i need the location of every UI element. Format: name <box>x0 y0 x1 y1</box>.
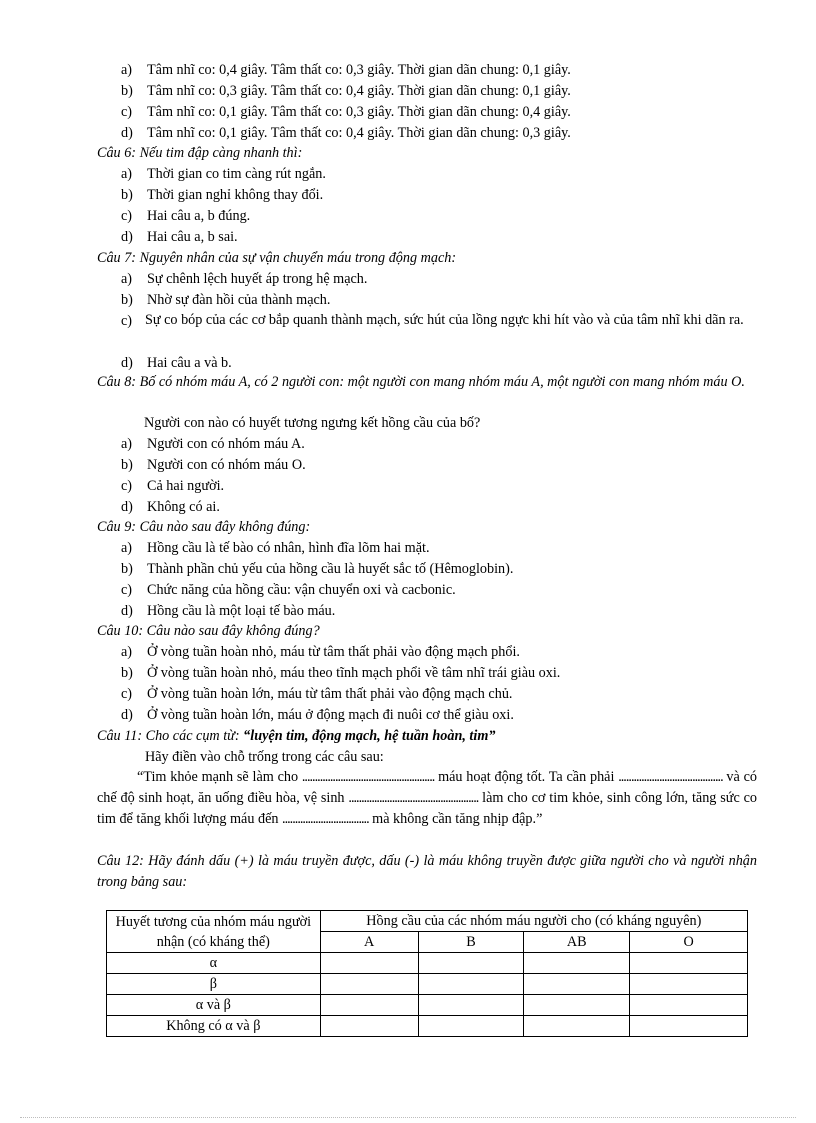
q6-option-a: a) Thời gian co tim càng rút ngắn. <box>121 166 326 182</box>
column-header-b: B <box>418 932 524 953</box>
q10-option-d: d) Ở vòng tuần hoàn lớn, máu ở động mạch đi nuôi cơ thể giàu oxi. <box>121 707 514 723</box>
q9-option-a: a) Hồng cầu là tế bào có nhân, hình đĩa lõm hai mặt. <box>121 540 430 556</box>
q5-option-b: b) Tâm nhĩ co: 0,3 giây. Tâm thất co: 0,4 giây. Thời gian dãn chung: 0,1 giây. <box>121 83 571 99</box>
q8-option-c: c) Cả hai người. <box>121 478 225 494</box>
table-header-row <box>107 911 748 932</box>
q12-title: Câu 12: Hãy đánh dấu (+) là máu truyền được, dấu (-) là máu không truyền được giữa người cho và người nhận trong bảng sau: <box>97 853 757 890</box>
q5-option-a: a) Tâm nhĩ co: 0,4 giây. Tâm thất co: 0,3 giây. Thời gian dãn chung: 0,1 giây. <box>121 62 571 78</box>
q8-option-a: a) Người con có nhóm máu A. <box>121 436 305 452</box>
column-header-o: O <box>630 932 748 953</box>
q8-title: Câu 8: Bố có nhóm máu A, có 2 người con: một người con mang nhóm máu A, một người con mang nhóm máu O. <box>97 374 745 390</box>
q7-option-c-text: Sự co bóp của các cơ bắp quanh thành mạch, sức hút của lồng ngực khi hít vào và của tâm nhĩ khi dãn ra. <box>145 312 744 328</box>
answer-cell[interactable] <box>418 974 524 995</box>
q11-fill-in-paragraph: “Tim khỏe mạnh sẽ làm cho .................................................... máu hoạt động tốt. Ta cần phải ......................................... và có chế độ sinh hoạt, ăn uống điều hòa, vệ sinh ................................................... làm cho cơ tim khỏe, sinh công lớn, tăng sức co tim để tăng khối lượng máu đến .................................. mà không cần tăng nhịp đập.” <box>97 769 758 827</box>
q7-option-b: b) Nhờ sự đàn hồi của thành mạch. <box>121 292 331 308</box>
corner-header: Huyết tương của nhóm máu người nhận (có kháng thể) <box>107 911 321 953</box>
answer-cell[interactable] <box>320 1016 418 1037</box>
answer-cell[interactable] <box>524 1016 630 1037</box>
q9-option-c: c) Chức năng của hồng cầu: vận chuyển oxi và cacbonic. <box>121 582 456 598</box>
row-header-alpha-and-beta: α và β <box>107 995 321 1016</box>
q11-title: Câu 11: Cho các cụm từ: “luyện tim, động mạch, hệ tuần hoàn, tim” <box>97 728 496 744</box>
column-header-a: A <box>320 932 418 953</box>
table-row <box>107 974 748 995</box>
q10-option-c: c) Ở vòng tuần hoàn lớn, máu từ tâm thất phải vào động mạch chủ. <box>121 686 513 702</box>
answer-cell[interactable] <box>320 974 418 995</box>
row-header-beta: β <box>107 974 321 995</box>
answer-cell[interactable] <box>630 995 748 1016</box>
donor-group-header: Hồng cầu của các nhóm máu người cho (có kháng nguyên) <box>320 911 747 932</box>
q6-option-c: c) Hai câu a, b đúng. <box>121 208 251 224</box>
q7-option-c-label: c) <box>121 313 133 329</box>
answer-cell[interactable] <box>630 1016 748 1037</box>
blank-3[interactable]: ................................................... <box>348 790 479 806</box>
table-row <box>107 1016 748 1037</box>
q6-option-d: d) Hai câu a, b sai. <box>121 229 238 245</box>
answer-cell[interactable] <box>418 953 524 974</box>
q10-option-b: b) Ở vòng tuần hoàn nhỏ, máu theo tĩnh mạch phổi về tâm nhĩ trái giàu oxi. <box>121 665 561 681</box>
q6-title: Câu 6: Nếu tim đập càng nhanh thì: <box>97 145 303 161</box>
q11-prompt: Hãy điền vào chỗ trống trong các câu sau: <box>145 749 384 765</box>
answer-cell[interactable] <box>630 974 748 995</box>
table-row <box>107 995 748 1016</box>
blank-4[interactable]: .................................. <box>282 811 369 827</box>
q5-option-d: d) Tâm nhĩ co: 0,1 giây. Tâm thất co: 0,4 giây. Thời gian dãn chung: 0,3 giây. <box>121 125 571 141</box>
table-row <box>107 953 748 974</box>
q6-option-b: b) Thời gian nghỉ không thay đổi. <box>121 187 324 203</box>
q11-terms: “luyện tim, động mạch, hệ tuần hoàn, tim” <box>243 728 496 744</box>
q10-title: Câu 10: Câu nào sau đây không đúng? <box>97 623 320 639</box>
q9-option-d: d) Hồng cầu là một loại tế bào máu. <box>121 603 336 619</box>
q7-option-d: d) Hai câu a và b. <box>121 355 232 371</box>
answer-cell[interactable] <box>320 953 418 974</box>
answer-cell[interactable] <box>524 953 630 974</box>
column-header-ab: AB <box>524 932 630 953</box>
row-header-none: Không có α và β <box>107 1016 321 1037</box>
answer-cell[interactable] <box>320 995 418 1016</box>
blank-1[interactable]: .................................................... <box>301 769 435 785</box>
blood-compatibility-table <box>106 910 748 1037</box>
q10-option-a: a) Ở vòng tuần hoàn nhỏ, máu từ tâm thất phải vào động mạch phổi. <box>121 644 520 660</box>
answer-cell[interactable] <box>418 1016 524 1037</box>
answer-cell[interactable] <box>630 953 748 974</box>
q5-option-c: c) Tâm nhĩ co: 0,1 giây. Tâm thất co: 0,3 giây. Thời gian dãn chung: 0,4 giây. <box>121 104 571 120</box>
q8-option-d: d) Không có ai. <box>121 499 220 515</box>
q8-option-b: b) Người con có nhóm máu O. <box>121 457 306 473</box>
q7-option-a: a) Sự chênh lệch huyết áp trong hệ mạch. <box>121 271 368 287</box>
q9-option-b: b) Thành phần chủ yếu của hồng cầu là huyết sắc tố (Hêmoglobin). <box>121 561 514 577</box>
row-header-alpha: α <box>107 953 321 974</box>
q9-title: Câu 9: Câu nào sau đây không đúng: <box>97 519 311 535</box>
page-bottom-divider <box>20 1117 796 1118</box>
answer-cell[interactable] <box>524 974 630 995</box>
answer-cell[interactable] <box>524 995 630 1016</box>
answer-cell[interactable] <box>418 995 524 1016</box>
blank-2[interactable]: ......................................... <box>618 769 723 785</box>
q7-title: Câu 7: Nguyên nhân của sự vận chuyển máu trong động mạch: <box>97 250 457 266</box>
q8-prompt: Người con nào có huyết tương ngưng kết hồng cầu của bố? <box>144 415 481 431</box>
